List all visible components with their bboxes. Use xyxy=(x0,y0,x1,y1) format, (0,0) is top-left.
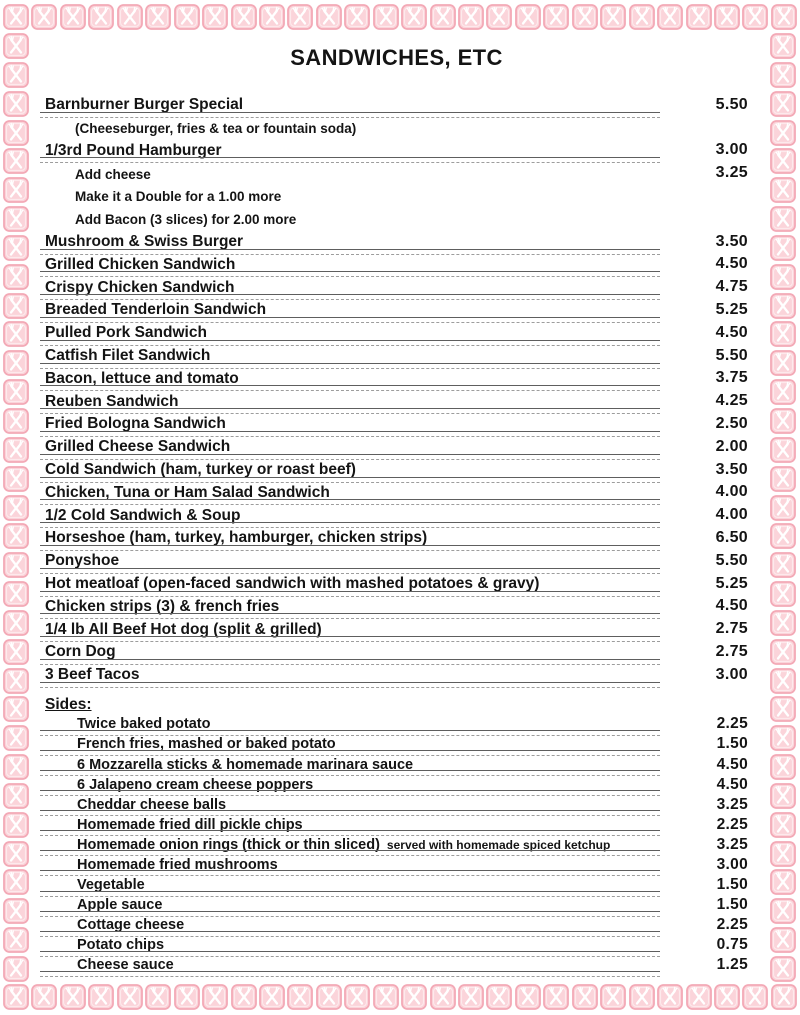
crossed-fork-knife-icon xyxy=(231,4,257,30)
item-price xyxy=(690,186,748,209)
crossed-fork-knife-icon xyxy=(3,350,29,376)
crossed-fork-knife-icon xyxy=(88,4,114,30)
crossed-fork-knife-icon xyxy=(770,177,796,203)
item-name-cell xyxy=(45,619,660,642)
crossed-fork-knife-icon xyxy=(686,4,712,30)
crossed-fork-knife-icon xyxy=(3,754,29,780)
crossed-fork-knife-icon xyxy=(572,4,598,30)
crossed-fork-knife-icon xyxy=(770,956,796,982)
crossed-fork-knife-icon xyxy=(3,841,29,867)
crossed-fork-knife-icon xyxy=(770,466,796,492)
item-name: Grilled Chicken Sandwich xyxy=(45,255,236,273)
item-name: Horseshoe (ham, turkey, hamburger, chicken strips) xyxy=(45,529,428,547)
item-price: 4.50 xyxy=(716,775,748,793)
item-name: Barnburner Burger Special xyxy=(45,96,244,114)
decorative-border-top xyxy=(3,4,797,31)
crossed-fork-knife-icon xyxy=(770,408,796,434)
crossed-fork-knife-icon xyxy=(3,293,29,319)
item-price: 6.50 xyxy=(715,528,748,546)
item-name-cell xyxy=(45,665,660,688)
item-name-cell xyxy=(45,597,660,620)
crossed-fork-knife-icon xyxy=(3,177,29,203)
crossed-fork-knife-icon xyxy=(770,754,796,780)
crossed-fork-knife-icon xyxy=(770,495,796,521)
item-price: 5.50 xyxy=(715,95,748,113)
item-name-cell xyxy=(45,369,660,392)
crossed-fork-knife-icon xyxy=(3,206,29,232)
item-price: 5.50 xyxy=(715,346,748,364)
item-name-cell xyxy=(45,836,660,856)
crossed-fork-knife-icon xyxy=(202,984,228,1010)
crossed-fork-knife-icon xyxy=(373,984,399,1010)
item-name: 3 Beef Tacos xyxy=(45,666,140,684)
item-name: 6 Jalapeno cream cheese poppers xyxy=(77,776,314,793)
item-name: Apple sauce xyxy=(77,897,163,914)
item-name: Chicken strips (3) & french fries xyxy=(45,597,280,615)
side-item-row xyxy=(45,836,748,856)
item-name-cell xyxy=(45,776,660,796)
item-name: Homemade onion rings (thick or thin sliced) xyxy=(77,836,380,853)
item-name-cell xyxy=(45,505,660,528)
crossed-fork-knife-icon xyxy=(3,91,29,117)
item-name: Hot meatloaf (open-faced sandwich with mashed potatoes & gravy) xyxy=(45,575,540,593)
item-name-cell xyxy=(45,716,660,736)
menu-item-row xyxy=(45,642,748,665)
crossed-fork-knife-icon xyxy=(770,120,796,146)
crossed-fork-knife-icon xyxy=(31,4,57,30)
crossed-fork-knife-icon xyxy=(401,4,427,30)
crossed-fork-knife-icon xyxy=(88,984,114,1010)
crossed-fork-knife-icon xyxy=(515,984,541,1010)
crossed-fork-knife-icon xyxy=(3,321,29,347)
crossed-fork-knife-icon xyxy=(31,984,57,1010)
item-price: 2.25 xyxy=(716,916,748,934)
crossed-fork-knife-icon xyxy=(686,984,712,1010)
side-item-row xyxy=(45,756,748,776)
item-price: 2.25 xyxy=(716,815,748,833)
menu-item-row xyxy=(45,460,748,483)
crossed-fork-knife-icon xyxy=(770,33,796,59)
item-price: 3.25 xyxy=(716,835,748,853)
crossed-fork-knife-icon xyxy=(770,552,796,578)
item-name: Cheese sauce xyxy=(77,957,174,974)
crossed-fork-knife-icon xyxy=(3,984,29,1010)
crossed-fork-knife-icon xyxy=(3,408,29,434)
item-name-cell xyxy=(45,232,660,255)
item-price: 2.25 xyxy=(716,715,748,733)
item-name-cell xyxy=(45,414,660,437)
item-name-cell xyxy=(45,346,660,369)
crossed-fork-knife-icon xyxy=(770,581,796,607)
crossed-fork-knife-icon xyxy=(657,4,683,30)
decorative-border-bottom xyxy=(3,984,797,1011)
crossed-fork-knife-icon xyxy=(770,350,796,376)
crossed-fork-knife-icon xyxy=(430,984,456,1010)
crossed-fork-knife-icon xyxy=(3,466,29,492)
crossed-fork-knife-icon xyxy=(458,4,484,30)
item-name: Fried Bologna Sandwich xyxy=(45,415,226,433)
menu-item-row xyxy=(45,528,748,551)
item-name: 1/4 lb All Beef Hot dog (split & grilled) xyxy=(45,620,322,638)
item-name: Reuben Sandwich xyxy=(45,392,179,410)
decorative-border-left xyxy=(3,33,30,982)
crossed-fork-knife-icon xyxy=(117,984,143,1010)
crossed-fork-knife-icon xyxy=(770,379,796,405)
crossed-fork-knife-icon xyxy=(3,696,29,722)
item-name-cell xyxy=(45,756,660,776)
crossed-fork-knife-icon xyxy=(770,812,796,838)
item-name: 6 Mozzarella sticks & homemade marinara sauce xyxy=(77,756,414,773)
crossed-fork-knife-icon xyxy=(3,495,29,521)
item-price xyxy=(690,209,748,232)
side-item-row xyxy=(45,917,748,937)
item-name: Homemade fried dill pickle chips xyxy=(77,816,303,833)
crossed-fork-knife-icon xyxy=(770,321,796,347)
crossed-fork-knife-icon xyxy=(401,984,427,1010)
item-name: Make it a Double for a 1.00 more xyxy=(75,189,282,205)
item-name-cell xyxy=(45,642,660,665)
crossed-fork-knife-icon xyxy=(714,984,740,1010)
crossed-fork-knife-icon xyxy=(3,725,29,751)
item-name-cell xyxy=(45,876,660,896)
item-name: Twice baked potato xyxy=(77,716,211,733)
item-price: 4.50 xyxy=(715,255,748,273)
crossed-fork-knife-icon xyxy=(714,4,740,30)
crossed-fork-knife-icon xyxy=(174,984,200,1010)
crossed-fork-knife-icon xyxy=(3,869,29,895)
item-name-cell xyxy=(45,856,660,876)
item-price: 3.25 xyxy=(715,164,748,182)
item-name-cell xyxy=(45,118,660,141)
item-price: 3.50 xyxy=(715,232,748,250)
crossed-fork-knife-icon xyxy=(3,148,29,174)
menu-item-row xyxy=(45,551,748,574)
side-item-row xyxy=(45,716,748,736)
crossed-fork-knife-icon xyxy=(770,235,796,261)
crossed-fork-knife-icon xyxy=(3,33,29,59)
crossed-fork-knife-icon xyxy=(145,4,171,30)
item-name: 1/2 Cold Sandwich & Soup xyxy=(45,506,241,524)
menu-item-row xyxy=(45,665,748,688)
item-price: 1.25 xyxy=(716,956,748,974)
crossed-fork-knife-icon xyxy=(3,552,29,578)
crossed-fork-knife-icon xyxy=(373,4,399,30)
crossed-fork-knife-icon xyxy=(3,4,29,30)
menu-item-row xyxy=(45,255,748,278)
crossed-fork-knife-icon xyxy=(3,62,29,88)
crossed-fork-knife-icon xyxy=(770,783,796,809)
item-name-cell xyxy=(45,551,660,574)
crossed-fork-knife-icon xyxy=(202,4,228,30)
crossed-fork-knife-icon xyxy=(259,984,285,1010)
item-name-cell xyxy=(45,323,660,346)
menu-item-row xyxy=(45,619,748,642)
crossed-fork-knife-icon xyxy=(3,437,29,463)
item-price: 3.50 xyxy=(715,460,748,478)
item-price: 4.50 xyxy=(715,323,748,341)
item-name: Bacon, lettuce and tomato xyxy=(45,369,239,387)
decorative-border-right xyxy=(770,33,797,982)
item-price: 4.75 xyxy=(715,278,748,296)
menu-note-row xyxy=(45,118,748,141)
crossed-fork-knife-icon xyxy=(3,120,29,146)
menu-item-row xyxy=(45,346,748,369)
menu-note-row xyxy=(45,163,748,186)
crossed-fork-knife-icon xyxy=(770,264,796,290)
crossed-fork-knife-icon xyxy=(316,4,342,30)
item-price: 3.00 xyxy=(716,855,748,873)
crossed-fork-knife-icon xyxy=(770,725,796,751)
item-price: 2.75 xyxy=(715,642,748,660)
item-name-cell xyxy=(45,796,660,816)
crossed-fork-knife-icon xyxy=(572,984,598,1010)
item-price: 5.25 xyxy=(715,574,748,592)
crossed-fork-knife-icon xyxy=(231,984,257,1010)
item-name: Vegetable xyxy=(77,877,145,894)
item-name: Grilled Cheese Sandwich xyxy=(45,438,231,456)
crossed-fork-knife-icon xyxy=(600,984,626,1010)
menu-note-row xyxy=(45,209,748,232)
item-name: Catfish Filet Sandwich xyxy=(45,347,211,365)
item-name-cell xyxy=(45,917,660,937)
crossed-fork-knife-icon xyxy=(259,4,285,30)
item-name-cell xyxy=(45,277,660,300)
menu-item-row xyxy=(45,437,748,460)
item-price: 4.00 xyxy=(715,483,748,501)
item-name: Add cheese xyxy=(75,166,151,182)
item-name-cell xyxy=(45,937,660,957)
item-name-cell xyxy=(45,437,660,460)
sandwiches-list xyxy=(45,95,748,688)
crossed-fork-knife-icon xyxy=(543,4,569,30)
menu-item-row xyxy=(45,505,748,528)
item-price: 1.50 xyxy=(716,735,748,753)
item-name-cell xyxy=(45,186,660,209)
menu-content xyxy=(30,31,770,984)
crossed-fork-knife-icon xyxy=(629,4,655,30)
item-price: 0.75 xyxy=(716,936,748,954)
side-item-row xyxy=(45,776,748,796)
menu-item-row xyxy=(45,597,748,620)
side-item-row xyxy=(45,937,748,957)
crossed-fork-knife-icon xyxy=(770,437,796,463)
crossed-fork-knife-icon xyxy=(344,984,370,1010)
crossed-fork-knife-icon xyxy=(742,984,768,1010)
crossed-fork-knife-icon xyxy=(515,4,541,30)
crossed-fork-knife-icon xyxy=(770,206,796,232)
crossed-fork-knife-icon xyxy=(770,927,796,953)
item-price: 2.50 xyxy=(715,414,748,432)
item-price: 4.50 xyxy=(716,755,748,773)
crossed-fork-knife-icon xyxy=(287,4,313,30)
crossed-fork-knife-icon xyxy=(3,379,29,405)
item-name: Crispy Chicken Sandwich xyxy=(45,278,235,296)
menu-item-row xyxy=(45,414,748,437)
item-price: 5.25 xyxy=(715,300,748,318)
crossed-fork-knife-icon xyxy=(770,523,796,549)
crossed-fork-knife-icon xyxy=(770,91,796,117)
item-name-cell xyxy=(45,391,660,414)
crossed-fork-knife-icon xyxy=(287,984,313,1010)
crossed-fork-knife-icon xyxy=(629,984,655,1010)
crossed-fork-knife-icon xyxy=(771,984,797,1010)
crossed-fork-knife-icon xyxy=(770,869,796,895)
side-item-row xyxy=(45,796,748,816)
crossed-fork-knife-icon xyxy=(486,984,512,1010)
crossed-fork-knife-icon xyxy=(3,235,29,261)
item-name-cell xyxy=(45,957,660,977)
crossed-fork-knife-icon xyxy=(770,841,796,867)
crossed-fork-knife-icon xyxy=(3,783,29,809)
crossed-fork-knife-icon xyxy=(770,62,796,88)
item-name-cell xyxy=(45,141,660,164)
page-title: SANDWICHES, ETC xyxy=(290,45,503,70)
side-item-row xyxy=(45,736,748,756)
item-name-cell xyxy=(45,255,660,278)
item-name-cell xyxy=(45,574,660,597)
item-name: Mushroom & Swiss Burger xyxy=(45,233,244,251)
crossed-fork-knife-icon xyxy=(174,4,200,30)
crossed-fork-knife-icon xyxy=(3,264,29,290)
item-name-cell xyxy=(45,209,660,232)
crossed-fork-knife-icon xyxy=(600,4,626,30)
crossed-fork-knife-icon xyxy=(770,610,796,636)
crossed-fork-knife-icon xyxy=(60,4,86,30)
crossed-fork-knife-icon xyxy=(770,639,796,665)
menu-item-row xyxy=(45,300,748,323)
crossed-fork-knife-icon xyxy=(742,4,768,30)
crossed-fork-knife-icon xyxy=(486,4,512,30)
crossed-fork-knife-icon xyxy=(543,984,569,1010)
menu-item-row xyxy=(45,95,748,118)
menu-item-row xyxy=(45,141,748,164)
item-name-cell xyxy=(45,528,660,551)
item-price: 2.00 xyxy=(715,437,748,455)
item-note-suffix: served with homemade spiced ketchup xyxy=(386,838,611,853)
item-name: Pulled Pork Sandwich xyxy=(45,324,207,342)
crossed-fork-knife-icon xyxy=(3,639,29,665)
item-name: 1/3rd Pound Hamburger xyxy=(45,141,222,159)
crossed-fork-knife-icon xyxy=(316,984,342,1010)
item-name-cell xyxy=(45,736,660,756)
crossed-fork-knife-icon xyxy=(458,984,484,1010)
crossed-fork-knife-icon xyxy=(60,984,86,1010)
menu-item-row xyxy=(45,277,748,300)
item-price: 1.50 xyxy=(716,876,748,894)
item-name-cell xyxy=(45,163,660,186)
menu-item-row xyxy=(45,483,748,506)
menu-note-row xyxy=(45,186,748,209)
item-price: 5.50 xyxy=(715,551,748,569)
crossed-fork-knife-icon xyxy=(770,148,796,174)
side-item-row xyxy=(45,957,748,977)
item-price: 3.25 xyxy=(716,795,748,813)
menu-item-row xyxy=(45,391,748,414)
crossed-fork-knife-icon xyxy=(3,956,29,982)
sides-section-header: Sides: xyxy=(45,695,92,713)
item-name: Cottage cheese xyxy=(77,917,185,934)
crossed-fork-knife-icon xyxy=(770,293,796,319)
item-name: Breaded Tenderloin Sandwich xyxy=(45,301,267,319)
item-name-cell xyxy=(45,460,660,483)
crossed-fork-knife-icon xyxy=(430,4,456,30)
item-name: Corn Dog xyxy=(45,643,116,661)
item-name-cell xyxy=(45,483,660,506)
crossed-fork-knife-icon xyxy=(770,668,796,694)
item-price: 1.50 xyxy=(716,896,748,914)
item-price: 3.00 xyxy=(715,665,748,683)
item-price: 3.75 xyxy=(715,369,748,387)
crossed-fork-knife-icon xyxy=(770,898,796,924)
crossed-fork-knife-icon xyxy=(3,581,29,607)
crossed-fork-knife-icon xyxy=(117,4,143,30)
item-name: Cheddar cheese balls xyxy=(77,796,227,813)
menu-item-row xyxy=(45,369,748,392)
crossed-fork-knife-icon xyxy=(770,696,796,722)
item-name: (Cheeseburger, fries & tea or fountain soda) xyxy=(75,121,357,137)
item-price: 3.00 xyxy=(715,141,748,159)
menu-item-row xyxy=(45,232,748,255)
side-item-row xyxy=(45,876,748,896)
side-item-row xyxy=(45,856,748,876)
crossed-fork-knife-icon xyxy=(3,927,29,953)
item-name-cell xyxy=(45,300,660,323)
item-price: 4.25 xyxy=(715,392,748,410)
crossed-fork-knife-icon xyxy=(3,610,29,636)
item-name: Add Bacon (3 slices) for 2.00 more xyxy=(75,212,297,228)
crossed-fork-knife-icon xyxy=(3,812,29,838)
menu-item-row xyxy=(45,574,748,597)
item-price: 4.00 xyxy=(715,506,748,524)
sides-list xyxy=(45,716,748,977)
menu-item-row xyxy=(45,323,748,346)
crossed-fork-knife-icon xyxy=(771,4,797,30)
item-name: Chicken, Tuna or Ham Salad Sandwich xyxy=(45,483,330,501)
item-name: Ponyshoe xyxy=(45,552,120,570)
crossed-fork-knife-icon xyxy=(344,4,370,30)
crossed-fork-knife-icon xyxy=(657,984,683,1010)
side-item-row xyxy=(45,816,748,836)
item-name: Cold Sandwich (ham, turkey or roast beef) xyxy=(45,461,356,479)
item-name: French fries, mashed or baked potato xyxy=(77,736,336,753)
item-price: 4.50 xyxy=(715,597,748,615)
crossed-fork-knife-icon xyxy=(3,523,29,549)
crossed-fork-knife-icon xyxy=(3,898,29,924)
side-item-row xyxy=(45,897,748,917)
item-name: Homemade fried mushrooms xyxy=(77,856,278,873)
item-name-cell xyxy=(45,897,660,917)
item-name-cell xyxy=(45,816,660,836)
item-price xyxy=(690,118,748,141)
crossed-fork-knife-icon xyxy=(145,984,171,1010)
item-name: Potato chips xyxy=(77,937,165,954)
crossed-fork-knife-icon xyxy=(3,668,29,694)
item-price: 2.75 xyxy=(715,620,748,638)
item-name-cell xyxy=(45,95,660,118)
